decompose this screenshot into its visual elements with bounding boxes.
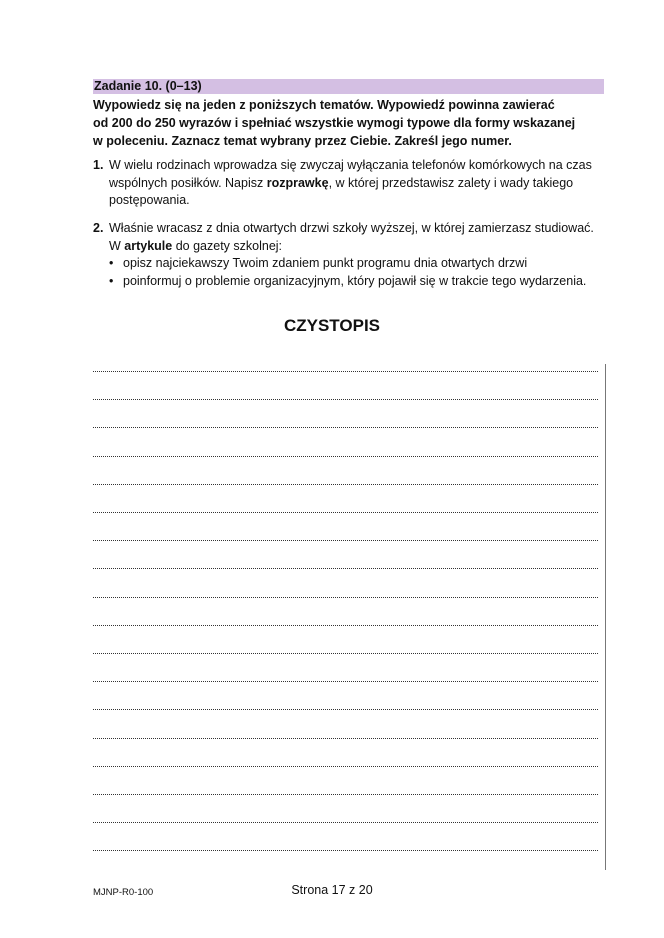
writing-line[interactable] [93, 540, 598, 541]
writing-line[interactable] [93, 427, 598, 428]
page-number: Strona 17 z 20 [291, 883, 373, 897]
writing-line[interactable] [93, 850, 598, 851]
writing-line[interactable] [93, 822, 598, 823]
clean-copy-title: CZYSTOPIS [283, 316, 381, 335]
topic-text-line: Właśnie wracasz z dnia otwartych drzwi szkoły wyższej, w której zamierzasz studiować. [109, 221, 594, 235]
writing-line[interactable] [93, 371, 598, 372]
writing-line[interactable] [93, 681, 598, 682]
topic-number[interactable]: 2. [93, 221, 104, 235]
essay-form-label: rozprawkę [266, 175, 329, 190]
writing-line[interactable] [93, 766, 598, 767]
topic-text-line: W wielu rodzinach wprowadza się zwyczaj wyłączania telefonów komórkowych na czas [109, 158, 592, 172]
topic-2[interactable] [93, 220, 613, 290]
topic-text-line: postępowania. [109, 193, 190, 207]
writing-line[interactable] [93, 794, 598, 795]
bullet-icon: • [109, 256, 114, 270]
instruction-line: w poleceniu. Zaznacz temat wybrany przez Ciebie. Zakreśl jego numer. [93, 134, 512, 148]
bullet-icon: • [109, 273, 114, 288]
writing-line[interactable] [93, 484, 598, 485]
exam-code: MJNP-R0-100 [93, 887, 154, 898]
writing-line[interactable] [93, 512, 598, 513]
instruction-line: Wypowiedz się na jeden z poniższych tematów. Wypowiedź powinna zawierać [93, 98, 555, 112]
writing-line[interactable] [93, 738, 598, 739]
writing-area[interactable] [93, 358, 607, 870]
writing-line[interactable] [93, 399, 598, 400]
writing-line[interactable] [93, 625, 598, 626]
writing-line[interactable] [93, 653, 598, 654]
article-form-label: artykule [124, 238, 173, 253]
topic-text-line: wspólnych posiłków. Napisz rozprawkę, w której przedstawisz zalety i wady takiego [109, 175, 574, 190]
writing-line[interactable] [93, 597, 598, 598]
topic-1[interactable] [93, 157, 613, 210]
writing-line[interactable] [93, 456, 598, 457]
writing-line[interactable] [93, 568, 598, 569]
instruction-line: od 200 do 250 wyrazów i spełniać wszystkie wymogi typowe dla formy wskazanej [93, 116, 576, 130]
task-header: Zadanie 10. (0–13) [93, 79, 604, 94]
topic-number[interactable]: 1. [93, 158, 104, 172]
writing-line[interactable] [93, 709, 598, 710]
topic-text-line: W artykule do gazety szkolnej: [109, 238, 283, 253]
task-instructions [93, 96, 613, 150]
margin-rule [605, 364, 606, 870]
topic-bullet: • poinformuj o problemie organizacyjnym, który pojawił się w trakcie tego wydarzenia. [109, 273, 613, 291]
topic-bullet: • opisz najciekawszy Twoim zdaniem punkt programu dnia otwartych drzwi [109, 255, 613, 273]
